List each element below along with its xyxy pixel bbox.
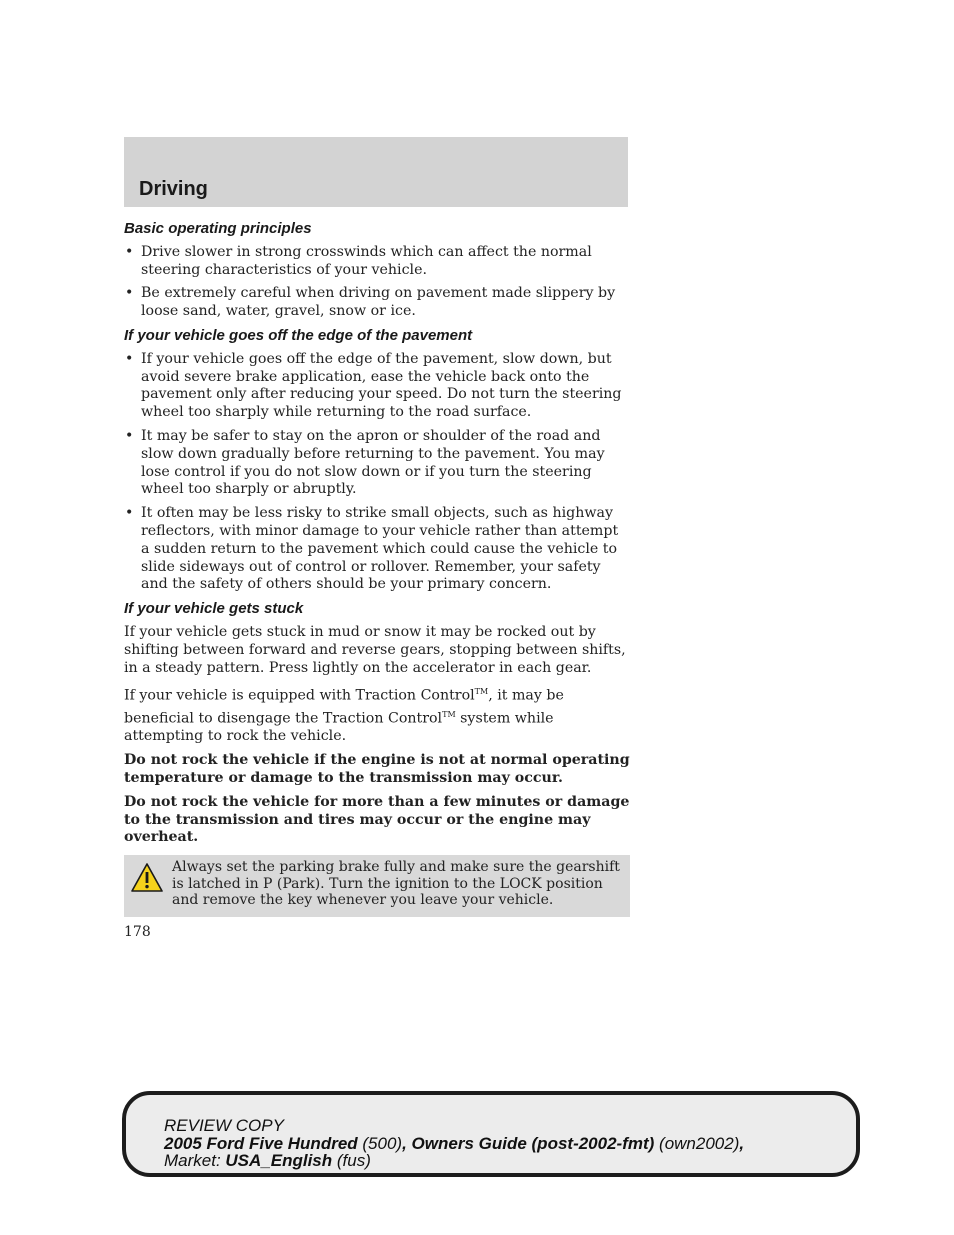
stuck-paragraph-1: If your vehicle gets stuck in mud or snow it may be rocked out by shifting between forward and reverse gears, stopping between shifts, in a steady pattern. Press lightly on the accelerator in each gear. [124, 623, 626, 676]
list-item: • It may be safer to stay on the apron or shoulder of the road and slow down gradually before returning to the pavement. You may lose control if you do not slow down or if you turn the steering wheel too sharply or abruptly. [125, 427, 605, 498]
caution-paragraph-2: Do not rock the vehicle for more than a few minutes or damage to the transmission and tires may occur or the engine may overheat. [124, 793, 630, 846]
page-content [124, 218, 630, 917]
offedge-bullet-list [124, 351, 630, 594]
footer-publication-line: 2005 Ford Five Hundred (500), Owners Guide (post-2002-fmt) (own2002), [164, 1133, 745, 1153]
heading-basic-operating: Basic operating principles [124, 220, 312, 237]
warning-triangle-icon [130, 861, 164, 895]
review-copy-footer [122, 1091, 860, 1177]
footer-review-copy: REVIEW COPY [164, 1116, 284, 1135]
page-number: 178 [124, 924, 151, 940]
footer-text [164, 1117, 744, 1170]
trademark-mark: TM [442, 709, 456, 719]
footer-market-line: Market: USA_English (fus) [164, 1151, 371, 1170]
warning-box [124, 855, 630, 917]
heading-off-edge: If your vehicle goes off the edge of the pavement [124, 326, 473, 344]
trademark-mark: TM [474, 687, 489, 697]
list-item: • If your vehicle goes off the edge of the pavement, slow down, but avoid severe brake application, ease the vehicle back onto the pavement only after reducing your speed. Do not turn the steering wheel too sharply while returning to the road surface. [125, 350, 622, 421]
warning-text: Always set the parking brake fully and make sure the gearshift is latched in P (Park). Turn the ignition to the LOCK position and remove the key whenever you leave your vehicle. [172, 859, 620, 909]
section-header-band [124, 137, 628, 207]
list-item: • Drive slower in strong crosswinds which can affect the normal steering characteristics of your vehicle. [125, 243, 592, 278]
section-title: Driving [139, 178, 208, 200]
stuck-paragraph-2: If your vehicle is equipped with Traction Control™, it may be beneficial to disengage the Traction Control™ system while attempting to rock the vehicle. [124, 687, 564, 745]
basic-bullet-list [124, 244, 630, 321]
list-item: • It often may be less risky to strike small objects, such as highway reflectors, with minor damage to your vehicle rather than attempt a sudden return to the pavement which could cause the vehicle to slide sideways out of control or rollover. Remember, your safety and the safety of others should be your primary concern. [125, 505, 619, 593]
list-item: • Be extremely careful when driving on pavement made slippery by loose sand, water, gravel, snow or ice. [125, 285, 616, 320]
caution-paragraph-1: Do not rock the vehicle if the engine is not at normal operating temperature or damage to the transmission may occur. [124, 752, 630, 786]
heading-gets-stuck: If your vehicle gets stuck [124, 600, 304, 618]
